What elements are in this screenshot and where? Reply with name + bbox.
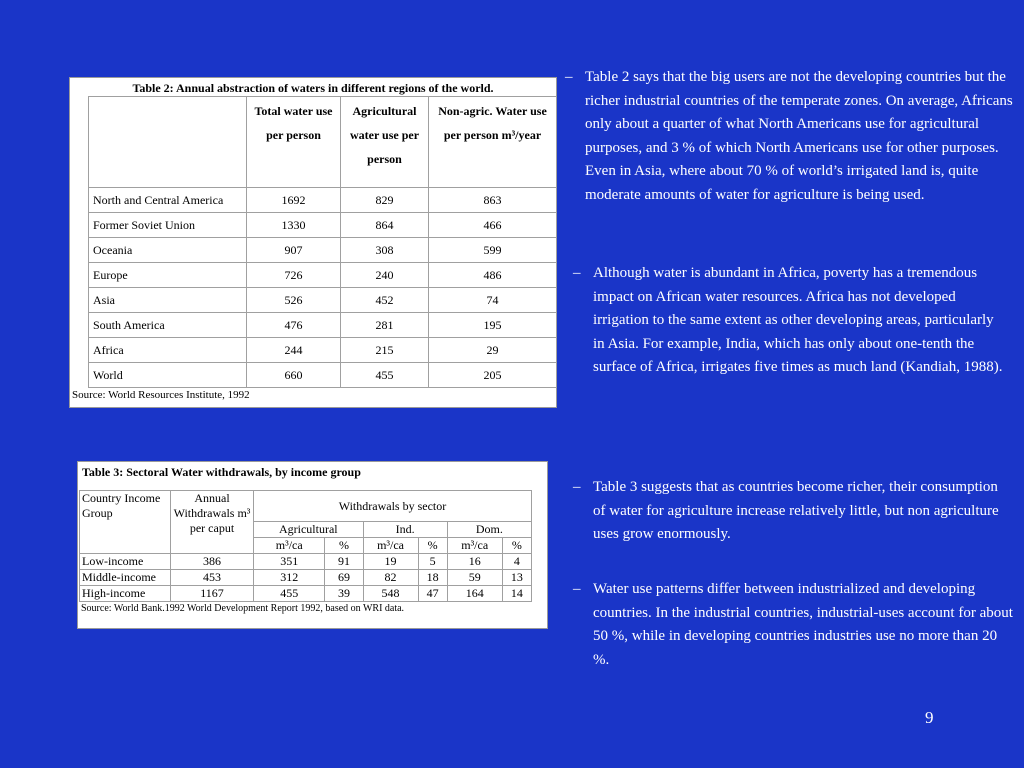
- table2-cell-nonagri: 466: [429, 213, 557, 238]
- table2-cell-region: South America: [89, 313, 247, 338]
- table2-cell-total: 1330: [247, 213, 341, 238]
- table2-cell-nonagri: 863: [429, 188, 557, 213]
- table3-cell-d-pct: 13: [502, 570, 531, 586]
- table3-pct-ind: %: [418, 538, 447, 554]
- table2-row: [89, 313, 557, 338]
- table3-cell-annual: 1167: [171, 586, 254, 602]
- table2-cell-region: Oceania: [89, 238, 247, 263]
- table3-unit-agri: m³/ca: [254, 538, 325, 554]
- table2-title: Table 2: Annual abstraction of waters in different regions of the world.: [132, 81, 494, 95]
- table2-panel: [69, 77, 557, 408]
- bullet-3-text: Table 3 suggests that as countries become richer, their consumption of water for agriculture increase relatively little, but non agriculture uses grow enormously.: [593, 479, 999, 542]
- table2-row: [89, 338, 557, 363]
- bullet-1: [565, 66, 1020, 207]
- table2-cell-total: 526: [247, 288, 341, 313]
- table3-cell-i-m3: 548: [363, 586, 418, 602]
- bullet-1-text: Table 2 says that the big users are not the developing countries but the richer industrial countries of the temperate zones. On average, Africans only about a quarter of what North Americans use for agricultural purposes, and 3 % of which North Americans use for other purposes. Even in Asia, where about 70 % of world’s irrigated land is, quite moderate amounts of water for agriculture is being used.: [585, 69, 1013, 203]
- table2-row: [89, 188, 557, 213]
- table3-header-dom: Dom.: [447, 522, 531, 538]
- table3-header-agri: Agricultural: [254, 522, 364, 538]
- table2-cell-region: Asia: [89, 288, 247, 313]
- table3-title: Table 3: Sectoral Water withdrawals, by income group: [82, 465, 361, 479]
- table3-row: [80, 554, 532, 570]
- table3-cell-d-m3: 16: [447, 554, 502, 570]
- table3-header-sector: Withdrawals by sector: [254, 491, 532, 522]
- table2-row: [89, 288, 557, 313]
- bullet-dash: –: [573, 479, 581, 495]
- table2-cell-agri: 455: [341, 363, 429, 388]
- bullet-3: [573, 476, 1003, 547]
- table2-cell-total: 244: [247, 338, 341, 363]
- table2-cell-nonagri: 195: [429, 313, 557, 338]
- table2-cell-total: 907: [247, 238, 341, 263]
- table3-cell-i-pct: 47: [418, 586, 447, 602]
- table3-cell-group: Low-income: [80, 554, 171, 570]
- bullet-dash: –: [565, 69, 573, 85]
- table2-cell-region: Former Soviet Union: [89, 213, 247, 238]
- bullet-4: [573, 578, 1013, 672]
- table3-cell-a-pct: 69: [325, 570, 363, 586]
- table3-header-row-1: [80, 491, 532, 522]
- bullet-4-text: Water use patterns differ between industrialized and developing countries. In the industrial countries, industrial-uses account for about 50 %, while in developing countries industries use no more than 20 %.: [593, 581, 1013, 668]
- table2-cell-region: Africa: [89, 338, 247, 363]
- table2-cell-nonagri: 29: [429, 338, 557, 363]
- table2-cell-nonagri: 599: [429, 238, 557, 263]
- table2-cell-nonagri: 74: [429, 288, 557, 313]
- page-number: 9: [925, 708, 934, 727]
- table3-cell-i-m3: 19: [363, 554, 418, 570]
- table3-cell-i-m3: 82: [363, 570, 418, 586]
- table3-pct-agri: %: [325, 538, 363, 554]
- table3-cell-i-pct: 18: [418, 570, 447, 586]
- table2-source: Source: World Resources Institute, 1992: [72, 389, 250, 401]
- table2-cell-agri: 215: [341, 338, 429, 363]
- table3-header-annual: Annual Withdrawals m³ per caput: [171, 491, 254, 554]
- table3-row: [80, 586, 532, 602]
- table3-cell-a-m3: 312: [254, 570, 325, 586]
- table2-cell-region: World: [89, 363, 247, 388]
- table3-row: [80, 570, 532, 586]
- table3-cell-a-pct: 39: [325, 586, 363, 602]
- table3-cell-d-pct: 4: [502, 554, 531, 570]
- table3-cell-a-pct: 91: [325, 554, 363, 570]
- table3-cell-group: High-income: [80, 586, 171, 602]
- table3: [79, 490, 532, 602]
- table2-cell-agri: 308: [341, 238, 429, 263]
- table3-cell-d-pct: 14: [502, 586, 531, 602]
- table2-cell-agri: 281: [341, 313, 429, 338]
- table2-cell-agri: 864: [341, 213, 429, 238]
- table2-header-nonagri: Non-agric. Water use per person m³/year: [429, 97, 557, 188]
- table2-row: [89, 363, 557, 388]
- table2-cell-region: North and Central America: [89, 188, 247, 213]
- table2-cell-nonagri: 205: [429, 363, 557, 388]
- table2-cell-nonagri: 486: [429, 263, 557, 288]
- table2-row: [89, 238, 557, 263]
- table2-cell-agri: 452: [341, 288, 429, 313]
- table2-cell-total: 726: [247, 263, 341, 288]
- bullet-dash: –: [573, 581, 581, 597]
- table2-row: [89, 263, 557, 288]
- table3-header-group: Country Income Group: [80, 491, 171, 554]
- table2-header-total: Total water use per person: [247, 97, 341, 188]
- table2-cell-total: 476: [247, 313, 341, 338]
- table3-cell-a-m3: 455: [254, 586, 325, 602]
- table2-cell-agri: 829: [341, 188, 429, 213]
- table3-unit-dom: m³/ca: [447, 538, 502, 554]
- table3-cell-group: Middle-income: [80, 570, 171, 586]
- table3-pct-dom: %: [502, 538, 531, 554]
- table2: [88, 96, 557, 388]
- table3-unit-ind: m³/ca: [363, 538, 418, 554]
- table3-cell-a-m3: 351: [254, 554, 325, 570]
- table3-cell-annual: 453: [171, 570, 254, 586]
- table3-source: Source: World Bank.1992 World Development Report 1992, based on WRI data.: [81, 603, 405, 614]
- table2-header-agri: Agricultural water use per person: [341, 97, 429, 188]
- table3-cell-d-m3: 164: [447, 586, 502, 602]
- table2-header-row: [89, 97, 557, 188]
- table2-row: [89, 213, 557, 238]
- table2-cell-agri: 240: [341, 263, 429, 288]
- bullet-dash: –: [573, 265, 581, 281]
- table3-header-ind: Ind.: [363, 522, 447, 538]
- bullet-2-text: Although water is abundant in Africa, poverty has a tremendous impact on African water resources. Africa has not developed irrigation to the same extent as other developing areas, particularly in Asia. For example, India, which has only about one-tenth the surface of Africa, irrigates five times as much land (Kandiah, 1988).: [593, 265, 1003, 375]
- table2-cell-total: 660: [247, 363, 341, 388]
- bullet-2: [573, 262, 1003, 380]
- table2-cell-total: 1692: [247, 188, 341, 213]
- table3-cell-d-m3: 59: [447, 570, 502, 586]
- table3-panel: [77, 461, 548, 629]
- table2-corner-cell: [89, 97, 247, 188]
- table2-cell-region: Europe: [89, 263, 247, 288]
- table3-cell-annual: 386: [171, 554, 254, 570]
- table3-cell-i-pct: 5: [418, 554, 447, 570]
